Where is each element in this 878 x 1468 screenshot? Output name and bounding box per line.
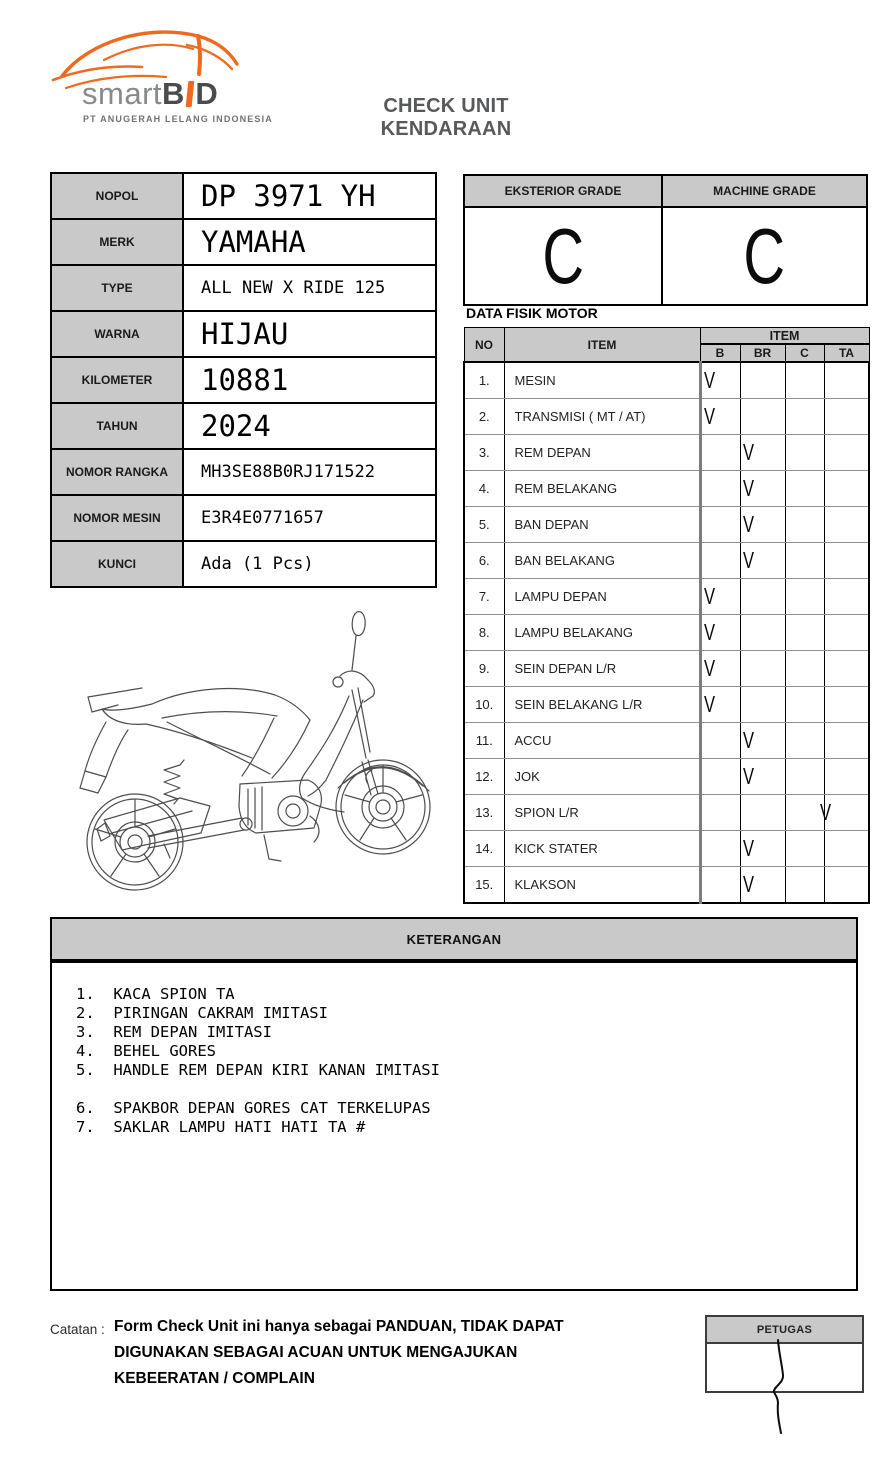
- status-cell-br: [740, 543, 785, 579]
- status-cell-ta: [824, 723, 869, 759]
- item-label: ACCU: [504, 723, 700, 759]
- keterangan-line: 2. PIRINGAN CAKRAM IMITASI: [76, 1004, 328, 1022]
- vehicle-info-value: 2024: [183, 403, 436, 449]
- item-label: BAN DEPAN: [504, 507, 700, 543]
- row-number: 5.: [464, 507, 504, 543]
- motorcycle-drawing: [52, 592, 437, 892]
- status-cell-b: [700, 543, 740, 579]
- status-cell-br: [740, 507, 785, 543]
- status-cell-ta: [819, 795, 869, 831]
- check-mark: V: [742, 762, 754, 789]
- item-label: LAMPU BELAKANG: [504, 615, 700, 651]
- check-mark: V: [742, 510, 754, 537]
- status-cell-br: [740, 795, 785, 831]
- catatan-line: Form Check Unit ini hanya sebagai PANDUAN, TIDAK DAPAT: [114, 1318, 564, 1335]
- vehicle-info-value: HIJAU: [183, 311, 436, 357]
- exterior-grade-letter: C: [542, 211, 584, 300]
- machine-grade-letter: C: [743, 211, 786, 300]
- row-number: 8.: [464, 615, 504, 651]
- status-cell-b: [700, 399, 740, 435]
- item-label: MESIN: [504, 362, 700, 399]
- keterangan-line: 6. SPAKBOR DEPAN GORES CAT TERKELUPAS: [76, 1099, 431, 1117]
- col-header-item: ITEM: [504, 328, 700, 363]
- status-cell-ta: [824, 362, 869, 399]
- status-cell-c: [785, 471, 824, 507]
- vehicle-info-row: [51, 265, 436, 311]
- row-number: 6.: [464, 543, 504, 579]
- item-label: BAN BELAKANG: [504, 543, 700, 579]
- logo-subtitle: PT ANUGERAH LELANG INDONESIA: [83, 114, 273, 124]
- keterangan-line: 4. BEHEL GORES: [76, 1042, 216, 1060]
- keterangan-line: 7. SAKLAR LAMPU HATI HATI TA #: [76, 1118, 366, 1136]
- keterangan-line: 1. KACA SPION TA: [76, 985, 235, 1003]
- petugas-label: PETUGAS: [707, 1317, 862, 1344]
- data-fisik-row: [464, 831, 869, 867]
- status-cell-c: [785, 615, 824, 651]
- status-cell-br: [740, 759, 785, 795]
- data-fisik-row: [464, 579, 869, 615]
- vehicle-info-label: WARNA: [51, 311, 183, 357]
- check-mark: V: [742, 438, 754, 465]
- data-fisik-row: [464, 867, 869, 904]
- status-cell-ta: [824, 435, 869, 471]
- check-mark: V: [742, 726, 754, 753]
- row-number: 13.: [464, 795, 504, 831]
- status-cell-ta: [824, 471, 869, 507]
- keterangan-box: [50, 917, 858, 1291]
- item-label: TRANSMISI ( MT / AT): [504, 399, 700, 435]
- row-number: 4.: [464, 471, 504, 507]
- status-cell-br: [740, 687, 785, 723]
- vehicle-info-row: [51, 403, 436, 449]
- status-cell-b: [700, 831, 740, 867]
- data-fisik-heading: DATA FISIK MOTOR: [466, 305, 598, 321]
- status-cell-b: [700, 651, 740, 687]
- row-number: 10.: [464, 687, 504, 723]
- status-cell-b: [700, 435, 740, 471]
- row-number: 11.: [464, 723, 504, 759]
- vehicle-info-table: [50, 172, 437, 588]
- exterior-grade-value: [464, 207, 662, 305]
- catatan-line: DIGUNAKAN SEBAGAI ACUAN UNTUK MENGAJUKAN: [114, 1344, 518, 1361]
- status-cell-c: [785, 795, 824, 831]
- status-cell-b: [700, 687, 740, 723]
- keterangan-title: KETERANGAN: [52, 919, 856, 963]
- data-fisik-row: [464, 435, 869, 471]
- machine-grade-value: [662, 207, 867, 305]
- petugas-box: [705, 1315, 864, 1393]
- check-mark: V: [703, 402, 715, 429]
- vehicle-info-label: NOMOR MESIN: [51, 495, 183, 541]
- grade-table: [463, 174, 868, 306]
- keterangan-line: [76, 1080, 846, 1099]
- item-label: REM DEPAN: [504, 435, 700, 471]
- check-mark: V: [703, 582, 715, 609]
- data-fisik-row: [464, 399, 869, 435]
- data-fisik-row: [464, 795, 869, 831]
- row-number: 1.: [464, 362, 504, 399]
- data-fisik-row: [464, 759, 869, 795]
- status-cell-b: [700, 795, 740, 831]
- vehicle-info-label: TYPE: [51, 265, 183, 311]
- catatan-line: KEBEERATAN / COMPLAIN: [114, 1370, 315, 1387]
- vehicle-info-label: TAHUN: [51, 403, 183, 449]
- check-mark: V: [742, 546, 754, 573]
- logo-wordmark: [82, 78, 218, 116]
- status-cell-br: [740, 723, 785, 759]
- status-cell-c: [785, 507, 824, 543]
- check-mark: V: [703, 654, 715, 681]
- logo-i-bar-icon: [186, 81, 195, 107]
- vehicle-info-label: KILOMETER: [51, 357, 183, 403]
- status-cell-c: [785, 651, 824, 687]
- exterior-grade-label: EKSTERIOR GRADE: [464, 175, 662, 207]
- data-fisik-table: [463, 327, 870, 904]
- status-cell-b: [700, 507, 740, 543]
- vehicle-info-row: [51, 219, 436, 265]
- status-cell-ta: [824, 867, 869, 904]
- status-cell-c: [785, 687, 824, 723]
- logo-smart-text: smart: [82, 76, 162, 111]
- status-cell-ta: [824, 651, 869, 687]
- vehicle-info-row: [51, 173, 436, 219]
- vehicle-info-value: E3R4E0771657: [183, 495, 436, 541]
- status-cell-ta: [824, 579, 869, 615]
- status-cell-b: [700, 471, 740, 507]
- item-label: REM BELAKANG: [504, 471, 700, 507]
- item-label: LAMPU DEPAN: [504, 579, 700, 615]
- catatan-label: Catatan :: [50, 1322, 105, 1337]
- logo-d-text: D: [195, 76, 218, 111]
- data-fisik-row: [464, 543, 869, 579]
- item-label: KICK STATER: [504, 831, 700, 867]
- vehicle-info-row: [51, 495, 436, 541]
- row-number: 2.: [464, 399, 504, 435]
- status-cell-br: [740, 867, 785, 904]
- check-mark: V: [742, 474, 754, 501]
- check-mark: V: [703, 618, 715, 645]
- data-fisik-row: [464, 507, 869, 543]
- row-number: 3.: [464, 435, 504, 471]
- logo-b-text: B: [162, 76, 185, 111]
- status-cell-b: [700, 362, 740, 399]
- machine-grade-label: MACHINE GRADE: [662, 175, 867, 207]
- item-label: SPION L/R: [504, 795, 700, 831]
- status-cell-br: [740, 362, 785, 399]
- data-fisik-row: [464, 615, 869, 651]
- data-fisik-row: [464, 687, 869, 723]
- vehicle-info-label: MERK: [51, 219, 183, 265]
- smartbid-logo: [50, 14, 273, 139]
- status-cell-c: [785, 831, 824, 867]
- status-cell-b: [700, 615, 740, 651]
- status-cell-br: [740, 615, 785, 651]
- vehicle-info-row: [51, 357, 436, 403]
- vehicle-info-value: Ada (1 Pcs): [183, 541, 436, 587]
- keterangan-line: 5. HANDLE REM DEPAN KIRI KANAN IMITASI: [76, 1061, 440, 1079]
- col-header-c: C: [785, 344, 824, 362]
- status-cell-ta: [824, 543, 869, 579]
- col-header-no: NO: [464, 328, 504, 363]
- status-cell-c: [785, 867, 824, 904]
- row-number: 7.: [464, 579, 504, 615]
- check-mark: V: [703, 690, 715, 717]
- status-cell-br: [740, 471, 785, 507]
- status-cell-c: [785, 723, 824, 759]
- status-cell-b: [700, 723, 740, 759]
- status-cell-b: [700, 867, 740, 904]
- vehicle-info-label: NOMOR RANGKA: [51, 449, 183, 495]
- status-cell-br: [740, 399, 785, 435]
- status-cell-c: [785, 399, 824, 435]
- col-header-ta: TA: [824, 344, 869, 362]
- status-cell-c: [785, 759, 824, 795]
- item-label: SEIN DEPAN L/R: [504, 651, 700, 687]
- keterangan-list: [52, 963, 856, 1137]
- status-cell-ta: [824, 759, 869, 795]
- status-cell-ta: [824, 399, 869, 435]
- check-mark: V: [742, 834, 754, 861]
- item-label: SEIN BELAKANG L/R: [504, 687, 700, 723]
- check-mark: V: [819, 798, 831, 825]
- check-mark: V: [742, 870, 754, 897]
- keterangan-line: 3. REM DEPAN IMITASI: [76, 1023, 272, 1041]
- row-number: 15.: [464, 867, 504, 904]
- vehicle-info-value: MH3SE88B0RJ171522: [183, 449, 436, 495]
- status-cell-br: [740, 831, 785, 867]
- row-number: 12.: [464, 759, 504, 795]
- status-cell-b: [700, 579, 740, 615]
- row-number: 9.: [464, 651, 504, 687]
- status-cell-br: [740, 651, 785, 687]
- vehicle-info-row: [51, 449, 436, 495]
- status-cell-br: [740, 435, 785, 471]
- vehicle-info-label: NOPOL: [51, 173, 183, 219]
- vehicle-info-value: DP 3971 YH: [183, 173, 436, 219]
- col-header-item-group: ITEM: [700, 328, 869, 345]
- status-cell-c: [785, 362, 824, 399]
- check-mark: V: [703, 366, 715, 393]
- vehicle-info-row: [51, 541, 436, 587]
- catatan-text: [114, 1314, 594, 1392]
- status-cell-ta: [824, 507, 869, 543]
- item-label: KLAKSON: [504, 867, 700, 904]
- data-fisik-row: [464, 651, 869, 687]
- data-fisik-row: [464, 723, 869, 759]
- vehicle-info-value: 10881: [183, 357, 436, 403]
- status-cell-c: [785, 543, 824, 579]
- page-title: CHECK UNIT KENDARAAN: [380, 95, 512, 140]
- data-fisik-row: [464, 471, 869, 507]
- status-cell-ta: [824, 831, 869, 867]
- status-cell-br: [740, 579, 785, 615]
- data-fisik-row: [464, 362, 869, 399]
- status-cell-ta: [824, 615, 869, 651]
- vehicle-info-label: KUNCI: [51, 541, 183, 587]
- status-cell-ta: [824, 687, 869, 723]
- row-number: 14.: [464, 831, 504, 867]
- status-cell-c: [785, 579, 824, 615]
- status-cell-c: [785, 435, 824, 471]
- col-header-br: BR: [740, 344, 785, 362]
- col-header-b: B: [700, 344, 740, 362]
- status-cell-b: [700, 759, 740, 795]
- item-label: JOK: [504, 759, 700, 795]
- vehicle-info-value: YAMAHA: [183, 219, 436, 265]
- vehicle-info-value: ALL NEW X RIDE 125: [183, 265, 436, 311]
- vehicle-info-row: [51, 311, 436, 357]
